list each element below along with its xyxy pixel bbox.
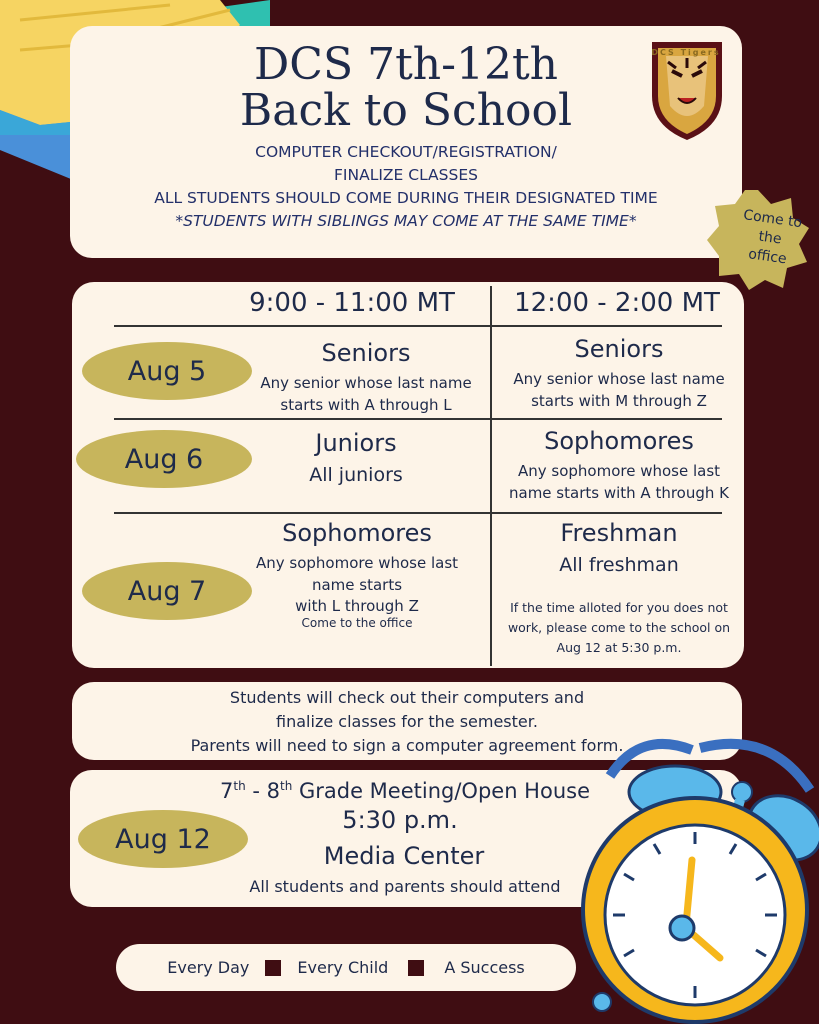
subtitle-3: ALL STUDENTS SHOULD COME DURING THEIR DESIGNATED TIME	[154, 189, 658, 207]
motto-square-2	[408, 960, 424, 976]
sup-th-1: th	[233, 779, 246, 793]
meeting-title-rest: Grade Meeting/Open House	[292, 779, 590, 803]
meeting-grade-8: - 8	[245, 779, 280, 803]
sup-th-2: th	[279, 779, 293, 793]
badge-line-2: the	[757, 228, 783, 248]
meeting-grade-7: 7	[220, 779, 234, 803]
info-line-1: Students will check out their computers and	[229, 688, 585, 707]
row1-morning-title: Seniors	[321, 339, 411, 367]
row1-afternoon-desc-2: starts with M through Z	[531, 392, 707, 410]
motto-square-1	[265, 960, 281, 976]
date-pill-aug-12: Aug 12	[78, 810, 248, 868]
row1-afternoon-title: Seniors	[574, 335, 664, 363]
row3-afternoon-note-3: Aug 12 at 5:30 p.m.	[556, 640, 682, 655]
row2-afternoon-title: Sophomores	[544, 427, 694, 455]
info-line-2: finalize classes for the semester.	[276, 712, 538, 731]
badge-line-3: office	[747, 246, 788, 268]
row1-morning-desc-1: Any senior whose last name	[260, 374, 472, 392]
badge-line-1: Come to	[742, 207, 804, 232]
row2-morning-title: Juniors	[315, 429, 397, 457]
motto-every-day: Every Day	[167, 958, 250, 977]
column-header-afternoon: 12:00 - 2:00 MT	[514, 288, 720, 318]
row-divider-1	[114, 418, 722, 420]
row1-afternoon-desc-1: Any senior whose last name	[513, 370, 725, 388]
meeting-title	[180, 772, 630, 805]
title-line-2: Back to School	[239, 85, 573, 136]
footer-motto	[116, 944, 576, 991]
row2-afternoon-desc-2: name starts with A through K	[509, 484, 729, 502]
meeting-note: All students and parents should attend	[249, 877, 561, 896]
row3-morning-note: Come to the office	[301, 616, 413, 630]
row3-afternoon-note-1: If the time alloted for you does not	[510, 600, 728, 615]
vertical-divider	[490, 286, 492, 666]
date-pill-aug-6: Aug 6	[76, 430, 252, 488]
row1-morning-desc-2: starts with A through L	[280, 396, 452, 414]
row2-afternoon-desc-1: Any sophomore whose last	[517, 462, 721, 480]
row-divider-0	[114, 325, 722, 327]
title-line-1: DCS 7th-12th	[254, 39, 558, 90]
row3-morning-title: Sophomores	[282, 519, 432, 547]
date-pill-aug-7: Aug 7	[82, 562, 252, 620]
subtitle-1: COMPUTER CHECKOUT/REGISTRATION/	[255, 143, 557, 161]
logo-text: DCS Tigers	[651, 48, 721, 57]
row3-afternoon-note-2: work, please come to the school on	[507, 620, 731, 635]
row3-afternoon-desc-1: All freshman	[559, 554, 679, 576]
alarm-clock-illustration	[580, 720, 819, 1024]
motto-every-child: Every Child	[297, 958, 389, 977]
date-pill-aug-5: Aug 5	[82, 342, 252, 400]
column-header-morning: 9:00 - 11:00 MT	[249, 288, 455, 318]
row-divider-2	[114, 512, 722, 514]
info-line-3: Parents will need to sign a computer agreement form.	[190, 736, 624, 755]
motto-a-success: A Success	[444, 958, 525, 977]
subtitle-4: *STUDENTS WITH SIBLINGS MAY COME AT THE SAME TIME*	[175, 212, 637, 230]
row3-morning-desc-2: name starts	[311, 576, 403, 594]
row3-afternoon-title: Freshman	[560, 519, 678, 547]
header-panel	[70, 26, 742, 258]
row2-morning-desc-1: All juniors	[309, 464, 403, 486]
row3-morning-desc-3: with L through Z	[295, 597, 419, 615]
row3-morning-desc-1: Any sophomore whose last	[255, 554, 459, 572]
meeting-time: 5:30 p.m.	[342, 806, 458, 834]
meeting-place: Media Center	[323, 842, 485, 870]
subtitle-2: FINALIZE CLASSES	[334, 166, 478, 184]
